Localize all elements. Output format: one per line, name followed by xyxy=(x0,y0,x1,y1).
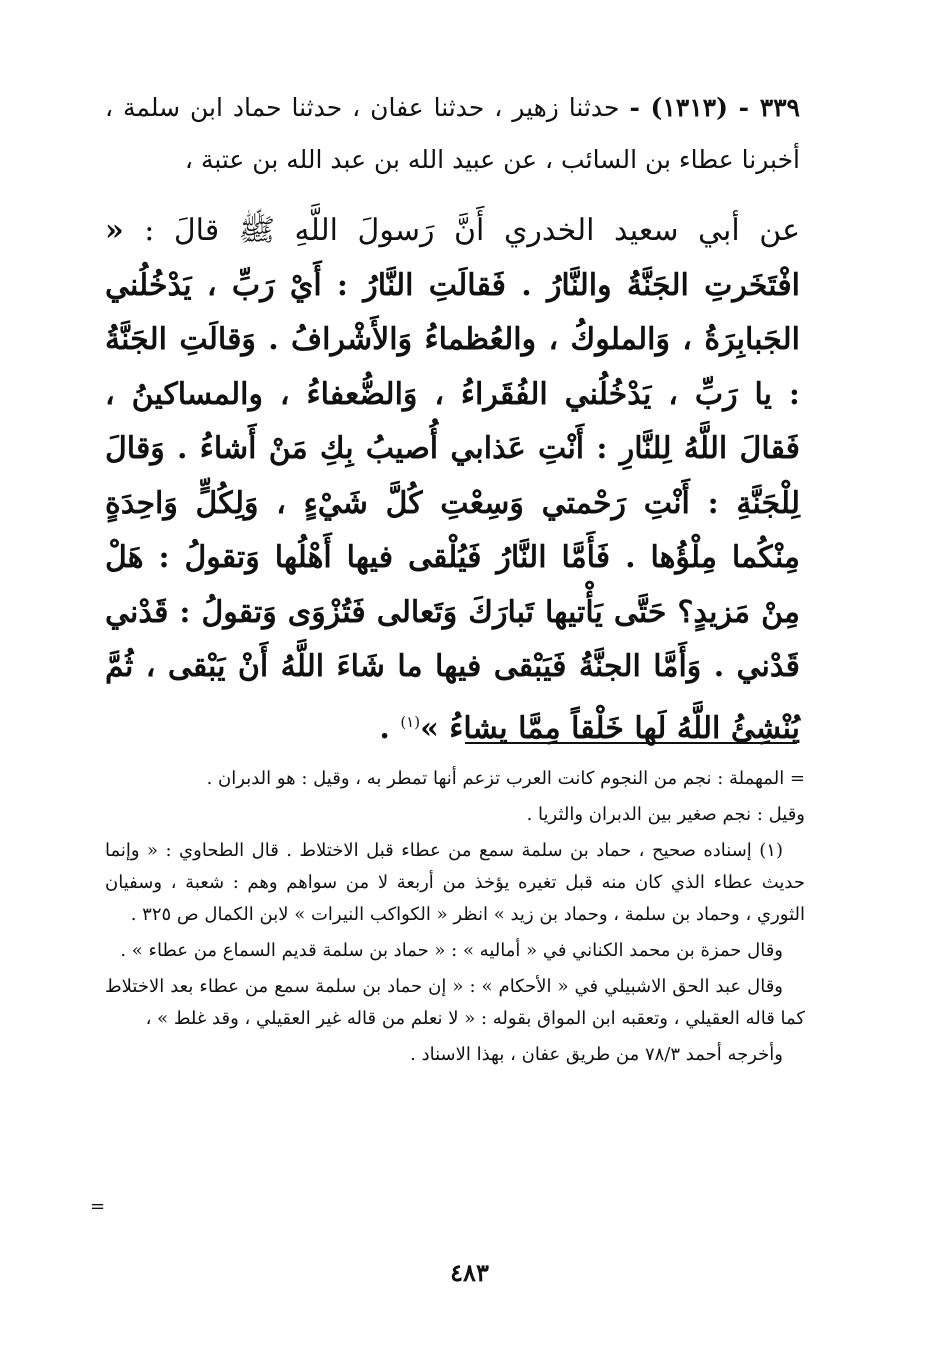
matn-intro: عن أبي سعيد الخدري أَنَّ رَسولَ اللَّهِ ﷺ قالَ : xyxy=(144,213,800,248)
footnote-3: وقال عبد الحق الاشبيلي في « الأحكام » : « إن حماد بن سلمة سمع من عطاء بعد الاختلاط كما قاله العقيلي ، وتعقبه ابن المواق بقوله : « لا نعلم من قاله غير العقيلي ، وقد غلط » ، xyxy=(105,976,805,1029)
footnote-continuation-1: = المهملة : نجم من النجوم كانت العرب تزعم أنها تمطر به ، وقيل : هو الدبران . xyxy=(206,768,805,789)
hadith-number: ٣٣٩ - (١٣١٣) - xyxy=(629,93,800,122)
footnote-1: (١) إسناده صحيح ، حماد بن سلمة سمع من عطاء قبل الاختلاط . قال الطحاوي : « وإنما حديث عطاء الذي كان منه قبل تغيره يؤخذ من أربعة لا من سواهم وهم : شعبة ، وسفيان الثوري ، وحماد بن سلمة ، وحماد بن زيد » انظر « الكواكب النيرات » لابن الكمال ص ٣٢٥ . xyxy=(105,840,805,925)
footnote-reference: (١) xyxy=(400,712,421,731)
isnad-text: حدثنا زهير ، حدثنا عفان ، حدثنا حماد ابن سلمة ، أخبرنا عطاء بن السائب ، عن عبيد الله بن عبد الله بن عتبة ، xyxy=(105,93,800,174)
matn-text: « افْتَخَرتِ الجَنَّةُ والنَّارُ . فَقالَتِ النَّارُ : أَيْ رَبِّ ، يَدْخُلُني الجَبابِرَةُ ، وَالملوكُ ، والعُظماءُ وَالأَشْرافُ . وَقالَتِ الجَنَّةُ : يا رَبِّ ، يَدْخُلُني الفُقَراءُ ، وَالضُّعفاءُ ، والمساكينُ ، فَقالَ اللَّهُ لِلنَّارِ : أَنْتِ عَذابي أُصيبُ بِكِ مَنْ أَشاءُ . وَقالَ لِلْجَنَّةِ : أَنْتِ رَحْمتي وَسِعْتِ كُلَّ شَيْءٍ ، وَلِكُلٍّ وَاحِدَةٍ مِنْكُما مِلْؤُها . فَأَمَّا النَّارُ فَيُلْقى فيها أَهْلُها وَتقولُ : هَلْ مِنْ مَزيدٍ؟ حَتَّى يَأْتيها تَبارَكَ وَتَعالى فَتُزْوَى وَتقولُ : قَدْني قَدْني . وَأَمَّا الجنَّةُ فَيَبْقى فيها ما شَاءَ اللَّهُ أَنْ يَبْقى ، ثُمَّ يُنْشِئُ اللَّهُ لَها خَلْقاً مِمَّا يشاءُ » xyxy=(105,213,800,746)
footnotes xyxy=(105,763,805,1075)
footnote-continuation-2: وقيل : نجم صغير بين الدبران والثريا . xyxy=(526,804,805,825)
footnote-2: وقال حمزة بن محمد الكناني في « أماليه » : « حماد بن سلمة قديم السماع من عطاء » . xyxy=(120,940,783,961)
footnote-separator xyxy=(465,742,797,744)
hadith-isnad xyxy=(105,82,800,186)
continuation-mark: = xyxy=(90,1196,106,1217)
matn-end: . xyxy=(379,710,390,746)
page-number: ٤٨٣ xyxy=(450,1258,489,1287)
main-text-block xyxy=(105,82,800,756)
hadith-matn xyxy=(105,204,800,756)
footnote-4: وأخرجه أحمد ٧٨/٣ من طريق عفان ، بهذا الاسناد . xyxy=(410,1044,783,1065)
